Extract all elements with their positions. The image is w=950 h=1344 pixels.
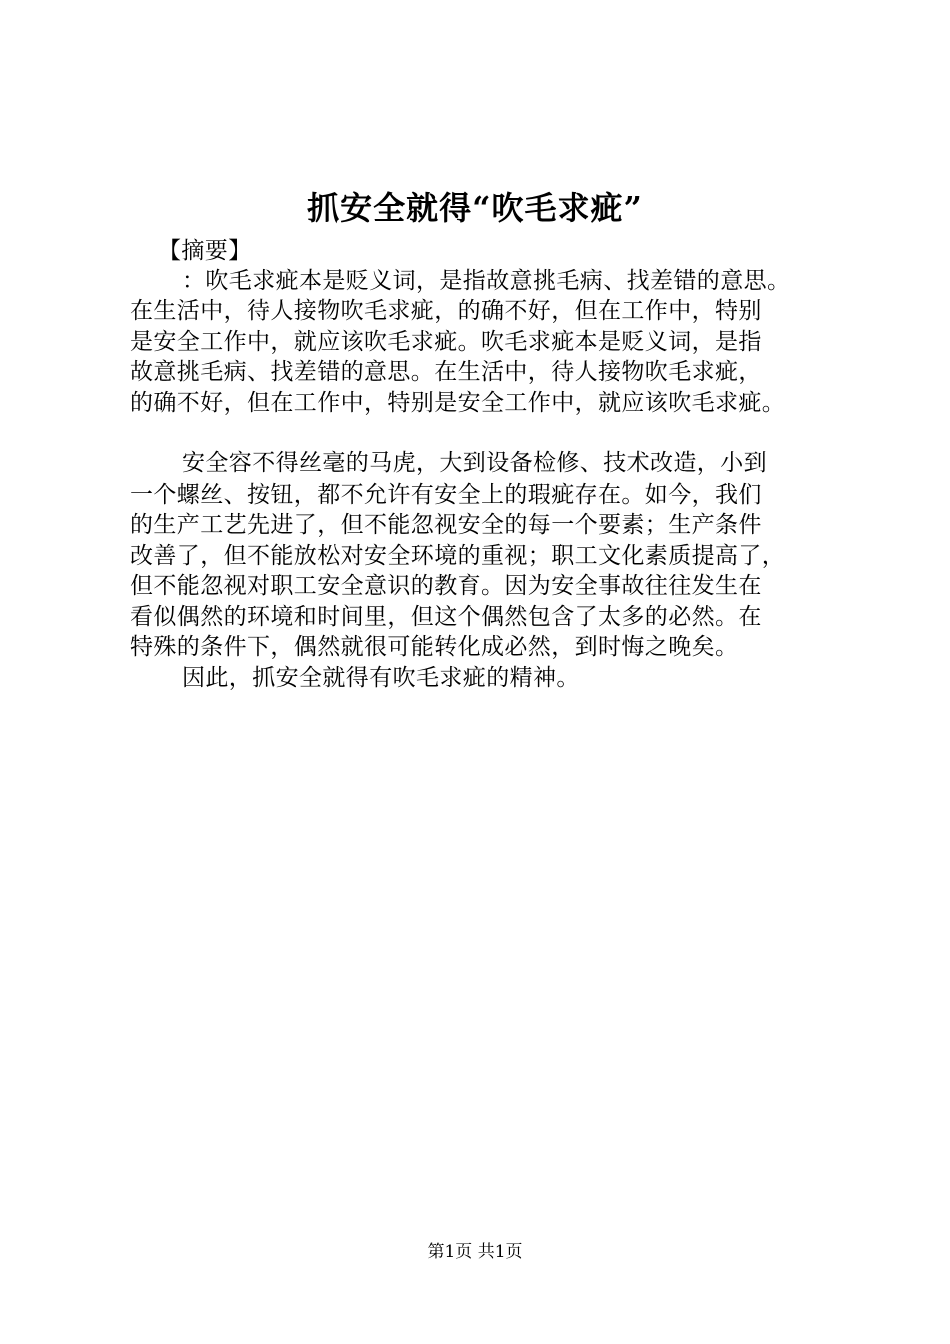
text-line: 的生产工艺先进了，但不能忽视安全的每一个要素；生产条件	[130, 512, 762, 538]
page-footer: 第1页 共1页	[427, 1242, 523, 1262]
text-line: 故意挑毛病、找差错的意思。在生活中，待人接物吹毛求疵，	[130, 359, 762, 385]
text-line: 的确不好，但在工作中，特别是安全工作中，就应该吹毛求疵。	[130, 390, 786, 416]
text-line: ：吹毛求疵本是贬义词，是指故意挑毛病、找差错的意思。	[182, 268, 791, 294]
text-line: 是安全工作中，就应该吹毛求疵。吹毛求疵本是贬义词，是指	[130, 329, 762, 355]
text-line: 在生活中，待人接物吹毛求疵，的确不好，但在工作中，特别	[130, 298, 762, 324]
text-line: 安全容不得丝毫的马虎，大到设备检修、技术改造，小到	[182, 450, 767, 476]
text-line: 特殊的条件下，偶然就很可能转化成必然，到时悔之晚矣。	[130, 634, 739, 660]
abstract-label: 【摘要】	[158, 238, 252, 264]
text-line: 一个螺丝、按钮，都不允许有安全上的瑕疵存在。如今，我们	[130, 482, 762, 508]
conclusion-paragraph: 因此，抓安全就得有吹毛求疵的精神。	[182, 665, 580, 691]
text-line: 但不能忽视对职工安全意识的教育。因为安全事故往往发生在	[130, 573, 762, 599]
page-title: 抓安全就得“吹毛求疵”	[307, 189, 643, 227]
text-line: 看似偶然的环境和时间里，但这个偶然包含了太多的必然。在	[130, 604, 762, 630]
text-line: 改善了，但不能放松对安全环境的重视；职工文化素质提高了，	[130, 543, 786, 569]
